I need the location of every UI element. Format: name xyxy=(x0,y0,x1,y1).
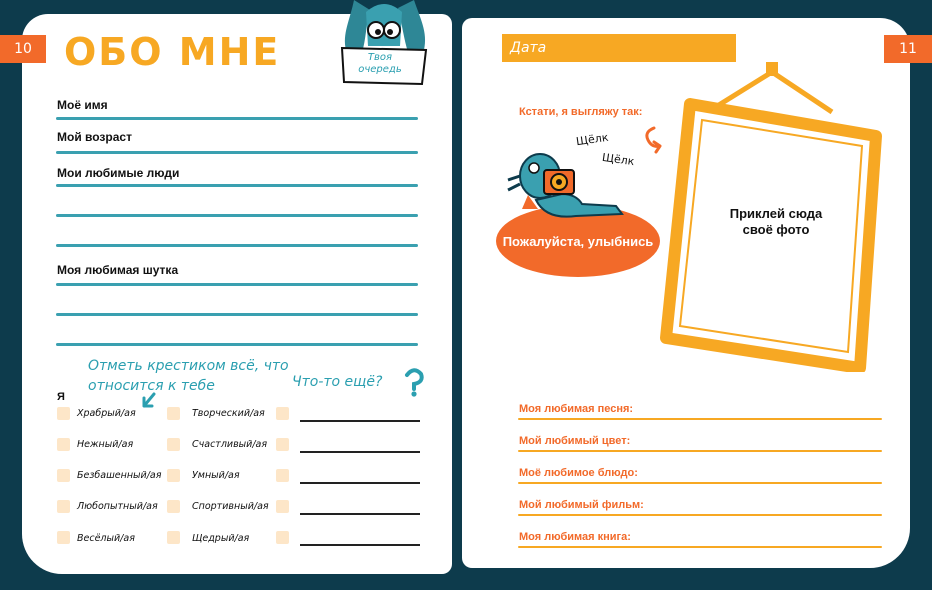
checkbox-custom-4[interactable] xyxy=(276,500,289,513)
checkbox-label: Щедрый/ая xyxy=(192,533,250,544)
field-joke-line[interactable] xyxy=(56,283,418,286)
checkbox-label: Нежный/ая xyxy=(77,439,134,450)
checkbox-custom-1[interactable] xyxy=(276,407,289,420)
smile-text: Пожалуйста, улыбнись xyxy=(502,234,654,249)
field-name-line[interactable] xyxy=(56,117,418,120)
favorite-book-label: Моя любимая книга: xyxy=(519,531,631,543)
checkbox-brave[interactable] xyxy=(57,407,70,420)
custom-trait-line[interactable] xyxy=(300,544,420,546)
checkbox-creative[interactable] xyxy=(167,407,180,420)
ya-label: Я xyxy=(57,391,65,403)
field-name-label: Моё имя xyxy=(57,98,108,112)
checkbox-gentle[interactable] xyxy=(57,438,70,451)
favorite-color-line[interactable] xyxy=(518,450,882,452)
checkbox-custom-3[interactable] xyxy=(276,469,289,482)
checkbox-label: Счастливый/ая xyxy=(192,439,268,450)
page-number-left: 10 xyxy=(0,35,46,63)
checkbox-generous[interactable] xyxy=(167,531,180,544)
favorite-song-label: Моя любимая песня: xyxy=(519,403,634,415)
checklist-hint: Отметь крестиком всё, что относится к тебе xyxy=(88,358,289,394)
favorite-film-label: Мой любимый фильм: xyxy=(519,499,644,511)
arrow-icon xyxy=(138,392,160,412)
custom-trait-line[interactable] xyxy=(300,513,420,515)
favorite-color-label: Мой любимый цвет: xyxy=(519,435,631,447)
favorite-book-line[interactable] xyxy=(518,546,882,548)
custom-trait-line[interactable] xyxy=(300,451,420,453)
checkbox-custom-2[interactable] xyxy=(276,438,289,451)
field-age-label: Мой возраст xyxy=(57,130,132,144)
date-label: Дата xyxy=(510,40,547,56)
field-people-line[interactable] xyxy=(56,184,418,187)
custom-trait-line[interactable] xyxy=(300,420,420,422)
checkbox-cheerful[interactable] xyxy=(57,531,70,544)
favorite-food-line[interactable] xyxy=(518,482,882,484)
checkbox-sporty[interactable] xyxy=(167,500,180,513)
favorite-film-line[interactable] xyxy=(518,514,882,516)
field-joke-line[interactable] xyxy=(56,343,418,346)
checkbox-label: Храбрый/ая xyxy=(77,408,136,419)
favorite-song-line[interactable] xyxy=(518,418,882,420)
checkbox-crazy[interactable] xyxy=(57,469,70,482)
sign-text: Твоя очередь xyxy=(358,52,402,75)
monster-camera-icon xyxy=(506,150,630,222)
checkbox-curious[interactable] xyxy=(57,500,70,513)
field-people-line[interactable] xyxy=(56,244,418,247)
click-text-1: Щёлк xyxy=(575,130,610,149)
checkbox-custom-5[interactable] xyxy=(276,531,289,544)
field-people-line[interactable] xyxy=(56,214,418,217)
monster-holding-sign-icon xyxy=(336,0,432,92)
look-label: Кстати, я выгляжу так: xyxy=(519,106,643,118)
other-label: Что-то ещё? xyxy=(292,374,383,390)
checkbox-label: Безбашенный/ая xyxy=(77,470,162,481)
click-text-2: Щёлк xyxy=(601,150,636,169)
custom-trait-line[interactable] xyxy=(300,482,420,484)
checkbox-smart[interactable] xyxy=(167,469,180,482)
field-joke-line[interactable] xyxy=(56,313,418,316)
checkbox-label: Творческий/ая xyxy=(192,408,265,419)
question-mark-icon xyxy=(402,366,426,398)
photo-label: Приклей сюда своё фото xyxy=(729,206,823,237)
checkbox-label: Умный/ая xyxy=(192,470,240,481)
field-joke-label: Моя любимая шутка xyxy=(57,263,179,277)
field-people-label: Мои любимые люди xyxy=(57,166,180,180)
page-title: ОБО МНЕ xyxy=(64,30,281,74)
checkbox-label: Любопытный/ая xyxy=(77,501,158,512)
field-age-line[interactable] xyxy=(56,151,418,154)
checkbox-label: Спортивный/ая xyxy=(192,501,269,512)
checkbox-happy[interactable] xyxy=(167,438,180,451)
checkbox-label: Весёлый/ая xyxy=(77,533,135,544)
favorite-food-label: Моё любимое блюдо: xyxy=(519,467,638,479)
page-number-right: 11 xyxy=(884,35,932,63)
